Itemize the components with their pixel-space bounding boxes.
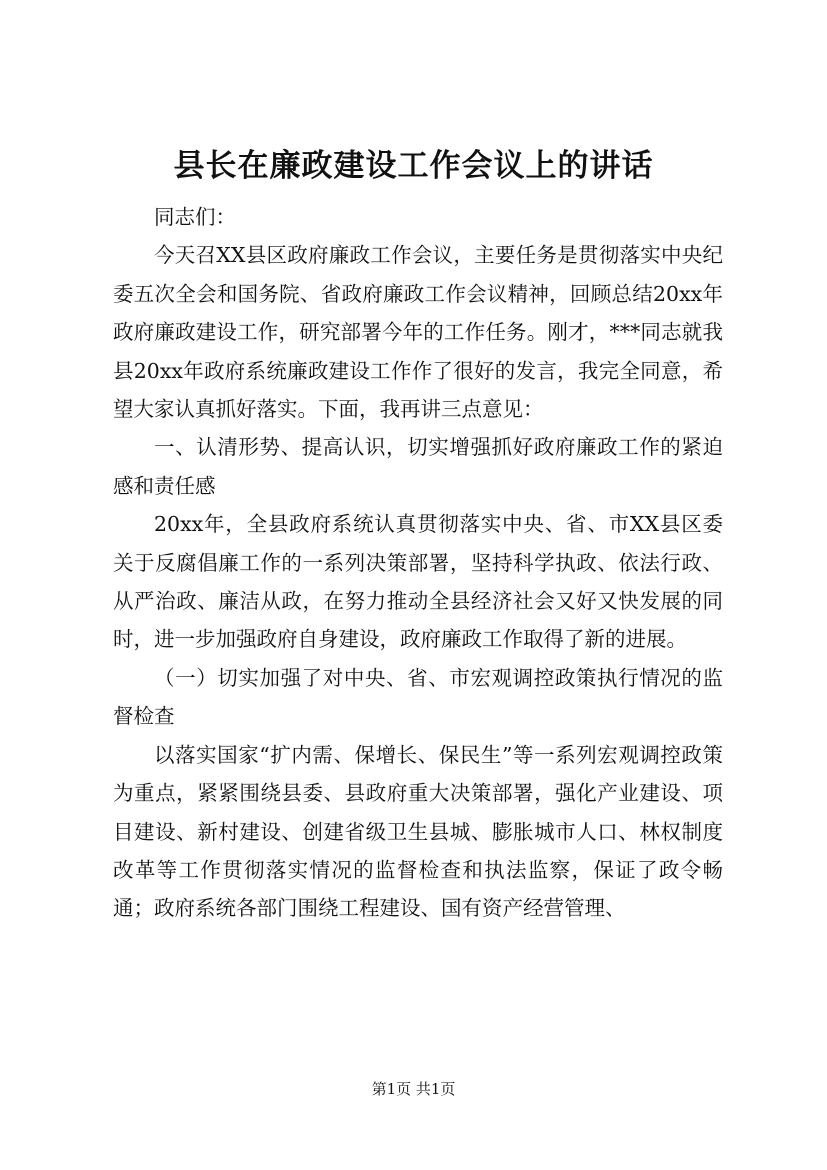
document-body xyxy=(113,198,723,928)
subsection-heading-1: （一）切实加强了对中央、省、市宏观调控政策执行情况的监督检查 xyxy=(113,665,723,729)
paragraph-review: 20xx年，全县政府系统认真贯彻落实中央、省、市XX县区委关于反腐倡廉工作的一系列决策部署，坚持科学执政、依法行政、从严治政、廉洁从政，在努力推动全县经济社会又好又快发展的同时，进一步加强政府自身建设，政府廉政工作取得了新的进展。 xyxy=(113,512,723,652)
paragraph-supervision: 以落实国家“扩内需、保增长、保民生”等一系列宏观调控政策为重点，紧紧围绕县委、县政府重大决策部署，强化产业建设、项目建设、新村建设、创建省级卫生县城、膨胀城市人口、林权制度改革等工作贯彻落实情况的监督检查和执法监察，保证了政令畅通；政府系统各部门围绕工程建设、国有资产经营管理、 xyxy=(113,742,723,921)
page-footer: 第1页 共1页 xyxy=(371,1080,456,1098)
section-heading-1: 一、认清形势、提高认识，切实增强抓好政府廉政工作的紧迫感和责任感 xyxy=(113,435,723,498)
paragraph-intro: 今天召XX县区政府廉政工作会议，主要任务是贯彻落实中央纪委五次全会和国务院、省政府廉政工作会议精神，回顾总结20xx年政府廉政建设工作，研究部署今年的工作任务。刚才，***同志就我县20xx年政府系统廉政建设工作作了很好的发言，我完全同意，希望大家认真抓好落实。下面，我再讲三点意见： xyxy=(113,243,723,422)
salutation: 同志们： xyxy=(154,205,236,229)
document-title: 县长在廉政建设工作会议上的讲话 xyxy=(173,148,654,184)
